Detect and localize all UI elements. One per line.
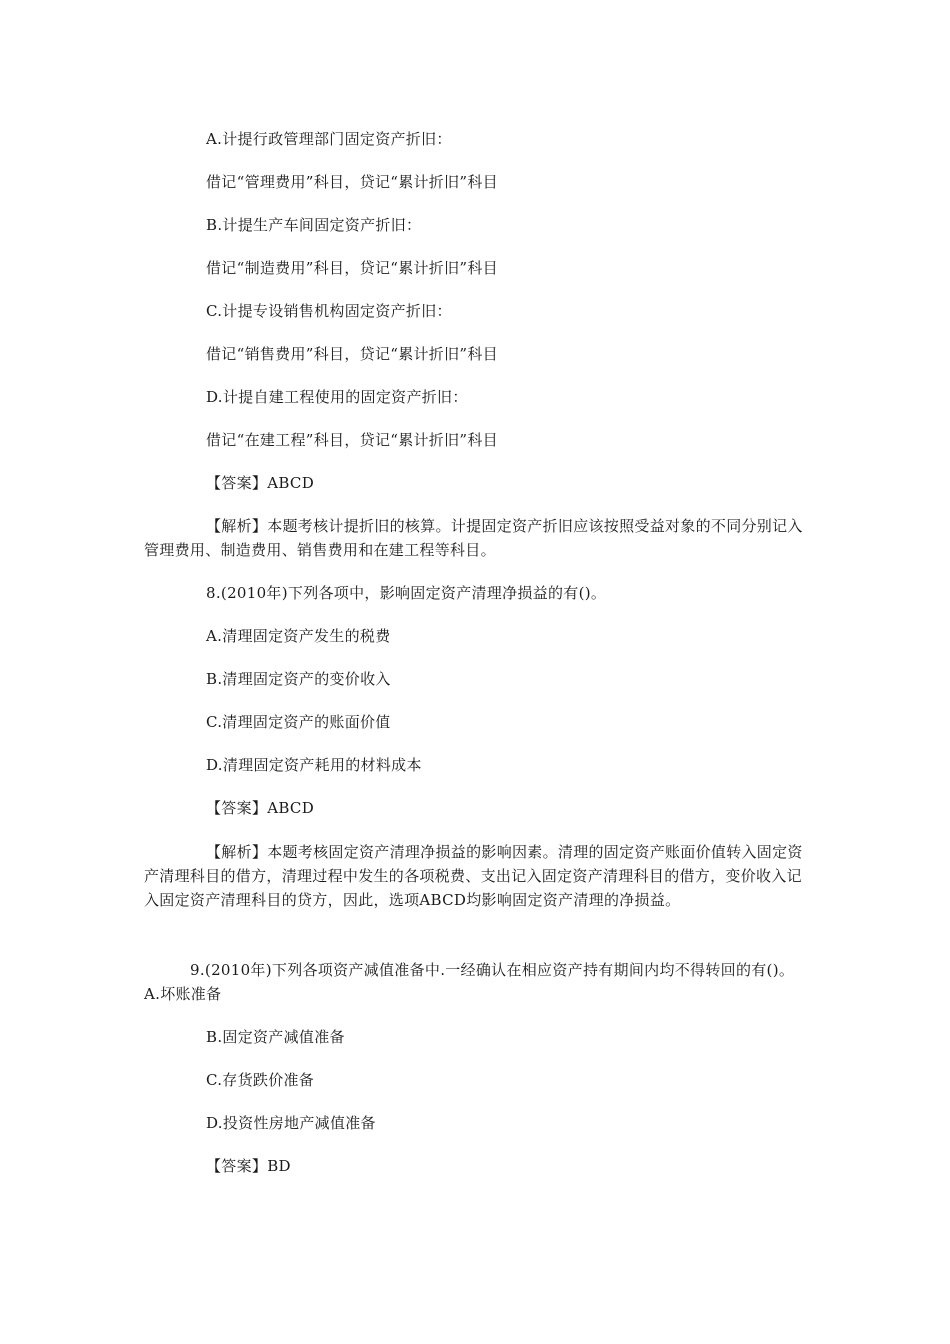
q7-option-d: D.计提自建工程使用的固定资产折旧： bbox=[206, 388, 468, 406]
q9-option-c: C.存货跌价准备 bbox=[206, 1071, 315, 1089]
q8-question: 8.(2010年)下列各项中，影响固定资产清理净损益的有()。 bbox=[206, 584, 607, 602]
q7-answer: 【答案】ABCD bbox=[206, 474, 315, 492]
q9-option-d: D.投资性房地产减值准备 bbox=[206, 1114, 376, 1132]
q8-option-c: C.清理固定资产的账面价值 bbox=[206, 713, 391, 731]
q8-option-b: B.清理固定资产的变价收入 bbox=[206, 670, 391, 688]
q8-analysis: 【解析】本题考核固定资产清理净损益的影响因素。清理的固定资产账面价值转入固定资产清理科目的借方，清理过程中发生的各项税费、支出记入固定资产清理科目的借方，变价收入记入固定资产清理科目的贷方，因此，选项ABCD均影响固定资产清理的净损益。 bbox=[144, 843, 803, 909]
q7-analysis: 【解析】本题考核计提折旧的核算。计提固定资产折旧应该按照受益对象的不同分别记入管理费用、制造费用、销售费用和在建工程等科目。 bbox=[144, 517, 803, 559]
q9-question: 9.(2010年)下列各项资产减值准备中.一经确认在相应资产持有期间内均不得转回的有()。A.坏账准备 bbox=[144, 961, 795, 1003]
q8-answer: 【答案】ABCD bbox=[206, 799, 315, 817]
q9-answer: 【答案】BD bbox=[206, 1157, 291, 1175]
q7-option-b: B.计提生产车间固定资产折旧： bbox=[206, 216, 422, 234]
q7-option-b-entry: 借记“制造费用”科目，贷记“累计折旧”科目 bbox=[206, 259, 498, 277]
q7-option-a-entry: 借记“管理费用”科目，贷记“累计折旧”科目 bbox=[206, 173, 498, 191]
q8-option-d: D.清理固定资产耗用的材料成本 bbox=[206, 756, 422, 774]
q9-option-b: B.固定资产减值准备 bbox=[206, 1028, 345, 1046]
q7-option-a: A.计提行政管理部门固定资产折旧： bbox=[206, 130, 452, 148]
q7-option-d-entry: 借记“在建工程”科目，贷记“累计折旧”科目 bbox=[206, 431, 498, 449]
q7-option-c: C.计提专设销售机构固定资产折旧： bbox=[206, 302, 452, 320]
q8-option-a: A.清理固定资产发生的税费 bbox=[206, 627, 391, 645]
q7-option-c-entry: 借记“销售费用”科目，贷记“累计折旧”科目 bbox=[206, 345, 498, 363]
